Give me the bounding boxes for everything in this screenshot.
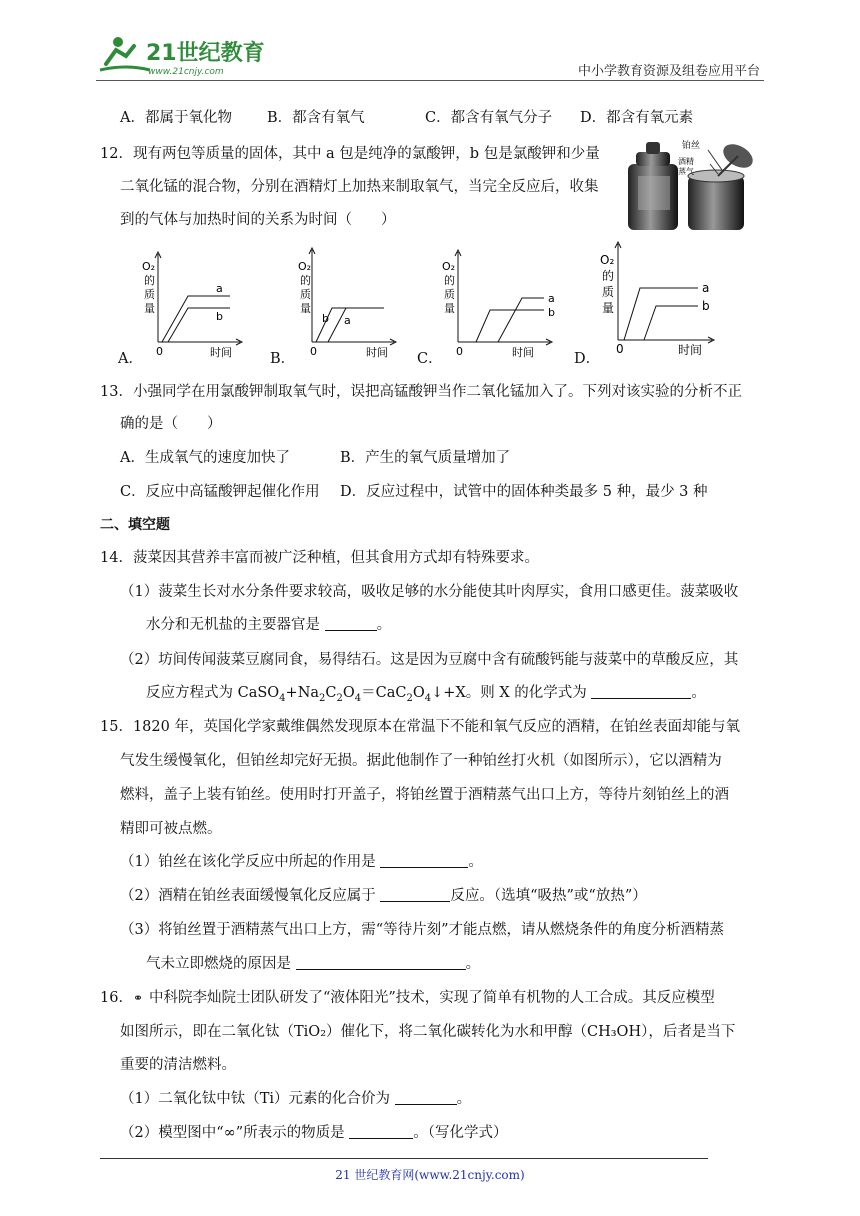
graph-option-a[interactable] <box>140 248 250 364</box>
q15-stem-line4: 精即可被点燃。 <box>120 821 222 837</box>
q13-option-b: B．产生的氧气质量增加了 <box>340 450 511 466</box>
graph-option-c[interactable] <box>440 246 560 364</box>
q15-stem-line2: 气发生缓慢氧化，但铂丝却完好无损。据此他制作了一种铂丝打火机（如图所示），它以酒精为 <box>120 753 722 769</box>
y-axis-label: 量 <box>144 302 155 315</box>
q15-part1-text: （1）铂丝在该化学反应中所起的作用是 <box>120 854 381 870</box>
origin-label: 0 <box>616 342 624 356</box>
q16-part2-end: 。（写化学式） <box>413 1125 508 1141</box>
q12-option-c-label: C． <box>417 351 443 367</box>
q15-part3-line2 <box>146 952 480 973</box>
y-axis-label: 质 <box>444 288 455 301</box>
q11-option-a: A．都属于氧化物 <box>120 110 232 126</box>
q16-stem-line3: 重要的清洁燃料。 <box>120 1057 236 1073</box>
q15-part1-end: 。 <box>468 854 483 870</box>
q15-part3-line1: （3）将铂丝置于酒精蒸气出口上方，需“等待片刻”才能点燃，请从燃烧条件的角度分析酒精蒸 <box>120 922 725 938</box>
origin-label: 0 <box>456 345 463 358</box>
x-axis-label: 时间 <box>210 346 232 359</box>
footer-text: 21 世纪教育网(www.21cnjy.com) <box>335 1168 525 1182</box>
y-axis-label: O₂ <box>600 253 615 267</box>
q14-part1-end: 。 <box>376 617 392 633</box>
y-axis-label: 量 <box>300 302 311 315</box>
y-axis-label: 的 <box>444 274 455 287</box>
q15-part2 <box>120 884 647 905</box>
y-axis-label: 量 <box>444 302 455 315</box>
q14-part2-text: 反应方程式为 <box>146 685 238 701</box>
q16-part1-end: 。 <box>456 1091 472 1107</box>
y-axis-label: 量 <box>602 301 615 315</box>
platinum-lighter-figure <box>626 136 776 234</box>
q16-stem-line2: 如图所示，即在二氧化钛（TiO₂）催化下，将二氧化碳转化为水和甲醇（CH₃OH），后者是当下 <box>120 1024 736 1040</box>
q12-option-b-label: B． <box>270 351 296 367</box>
q11-option-b: B．都含有氧气 <box>267 110 365 126</box>
q16-part1 <box>120 1087 471 1108</box>
graph-option-d[interactable] <box>598 238 722 364</box>
q12-stem-line2: 二氧化锰的混合物，分别在酒精灯上加热来制取氧气，当完全反应后，收集 <box>120 179 599 195</box>
figure-label-alcohol: 酒精 <box>678 157 694 166</box>
q13-stem-line1: 13．小强同学在用氯酸钾制取氧气时，误把高锰酸钾当作二氧化锰加入了。下列对该实验的分析不正 <box>100 384 742 400</box>
y-axis-label: 质 <box>300 288 311 301</box>
y-axis-label: 质 <box>602 285 615 299</box>
header-rule <box>96 80 764 81</box>
series-b-label: b <box>216 310 223 323</box>
y-axis-label: 质 <box>144 288 155 301</box>
q14-part2-end: 。 <box>691 685 706 701</box>
header-platform-text: 中小学教育资源及组卷应用平台 <box>577 64 760 79</box>
q16-part2-text: （2）模型图中“∞”所表示的物质是 <box>120 1125 350 1141</box>
q14-answer-blank-1[interactable] <box>325 616 377 631</box>
q14-part2-line1: （2）坊间传闻菠菜豆腐同食，易得结石。这是因为豆腐中含有硫酸钙能与菠菜中的草酸反应，其 <box>120 652 739 668</box>
section-heading-fill-blank: 二、填空题 <box>100 517 170 533</box>
q16-part2 <box>120 1121 508 1142</box>
q11-option-c: C．都含有氧气分子 <box>425 110 553 126</box>
y-axis-label: 的 <box>602 269 615 283</box>
q13-option-d: D．反应过程中，试管中的固体种类最多 5 种，最少 3 种 <box>340 484 708 500</box>
q14-part2-mid: ↓+X。则 X 的化学式为 <box>431 685 592 701</box>
q15-part3-text: 气未立即燃烧的原因是 <box>146 956 296 972</box>
q13-stem-line2: 确的是（ ） <box>120 416 222 432</box>
q12-stem-line1: 12．现有两包等质量的固体，其中 a 包是纯净的氯酸钾，b 包是氯酸钾和少量 <box>100 146 600 162</box>
q15-stem-line1: 15．1820 年，英国化学家戴维偶然发现原本在常温下不能和氧气反应的酒精，在铂丝表面却能与氧 <box>100 719 740 735</box>
q15-stem-line3: 燃料，盖子上装有铂丝。使用时打开盖子，将铂丝置于酒精蒸气出口上方，等待片刻铂丝上的酒 <box>120 787 729 803</box>
q14-answer-blank-2[interactable] <box>591 684 691 699</box>
q15-part1 <box>120 850 483 871</box>
q15-answer-blank-1[interactable] <box>380 853 468 868</box>
series-b-label: b <box>548 306 555 319</box>
graph-d-svg <box>598 238 722 360</box>
q14-part1-line1: （1）菠菜生长对水分条件要求较高，吸收足够的水分能使其叶肉厚实，食用口感更佳。菠菜吸收 <box>120 584 739 600</box>
q16-part1-text: （1）二氧化钛中钛（Ti）元素的化合价为 <box>120 1091 395 1107</box>
origin-label: 0 <box>310 345 317 358</box>
graph-option-b[interactable] <box>294 244 404 364</box>
q14-stem: 14．菠菜因其营养丰富而被广泛种植，但其食用方式却有特殊要求。 <box>100 550 539 566</box>
q15-answer-blank-3[interactable] <box>296 955 466 970</box>
q12-option-a-label: A． <box>118 351 143 367</box>
q16-line1-text: 中科院李灿院士团队研发了“液体阳光”技术，实现了简单有机物的人工合成。其反应模型 <box>148 990 715 1006</box>
q16-number: 16． <box>100 990 133 1006</box>
footer-rule <box>100 1158 708 1159</box>
q12-stem-line3: 到的气体与加热时间的关系为时间（ ） <box>120 212 396 228</box>
graph-b-svg <box>294 244 404 360</box>
series-a-label: a <box>702 281 710 295</box>
graph-a-svg <box>140 248 250 360</box>
y-axis-label: 的 <box>144 274 155 287</box>
q13-option-a: A．生成氧气的速度加快了 <box>120 450 290 466</box>
site-logo <box>96 34 266 78</box>
link-icon: ⚭ <box>132 991 144 1005</box>
q13-option-c: C．反应中高锰酸钾起催化作用 <box>120 484 320 500</box>
series-b-label: b <box>702 299 710 313</box>
q15-part2-end: 反应。（选填“吸热”或“放热”） <box>450 888 647 904</box>
series-a-label: a <box>216 282 223 295</box>
q15-part3-end: 。 <box>465 956 481 972</box>
y-axis-label: O₂ <box>442 260 456 273</box>
q16-stem-line1 <box>100 986 715 1007</box>
origin-label: 0 <box>156 345 163 358</box>
x-axis-label: 时间 <box>678 343 703 357</box>
q14-part1-text: 水分和无机盐的主要器官是 <box>146 617 325 633</box>
x-axis-label: 时间 <box>512 346 534 359</box>
q11-option-d: D．都含有氧元素 <box>580 110 694 126</box>
q12-option-d-label: D． <box>574 351 601 367</box>
q16-answer-blank-2[interactable] <box>349 1124 413 1139</box>
series-b-label: b <box>322 312 329 325</box>
q15-part2-text: （2）酒精在铂丝表面缓慢氧化反应属于 <box>120 888 381 904</box>
graph-c-svg <box>440 246 560 360</box>
q14-part2-line2 <box>146 681 706 704</box>
series-a-label: a <box>548 292 555 305</box>
q14-equation: $CaSO_4+Na_2C_2O_4=CaC_2O_4$ <box>237 685 432 704</box>
figure-label-vapor: 蒸气 <box>678 167 694 176</box>
q15-answer-blank-2[interactable] <box>380 887 450 902</box>
series-a-label: a <box>344 314 351 327</box>
logo-text: 21世纪教育 <box>146 41 265 66</box>
x-axis-label: 时间 <box>366 346 388 359</box>
y-axis-label: O₂ <box>298 260 312 273</box>
q14-part1-line2 <box>146 613 391 634</box>
figure-label-platinum: 铂丝 <box>682 141 701 151</box>
logo-url: www.21cnjy.com <box>148 67 224 77</box>
y-axis-label: 的 <box>300 274 311 287</box>
y-axis-label: O₂ <box>142 260 156 273</box>
q16-answer-blank-1[interactable] <box>395 1090 457 1105</box>
